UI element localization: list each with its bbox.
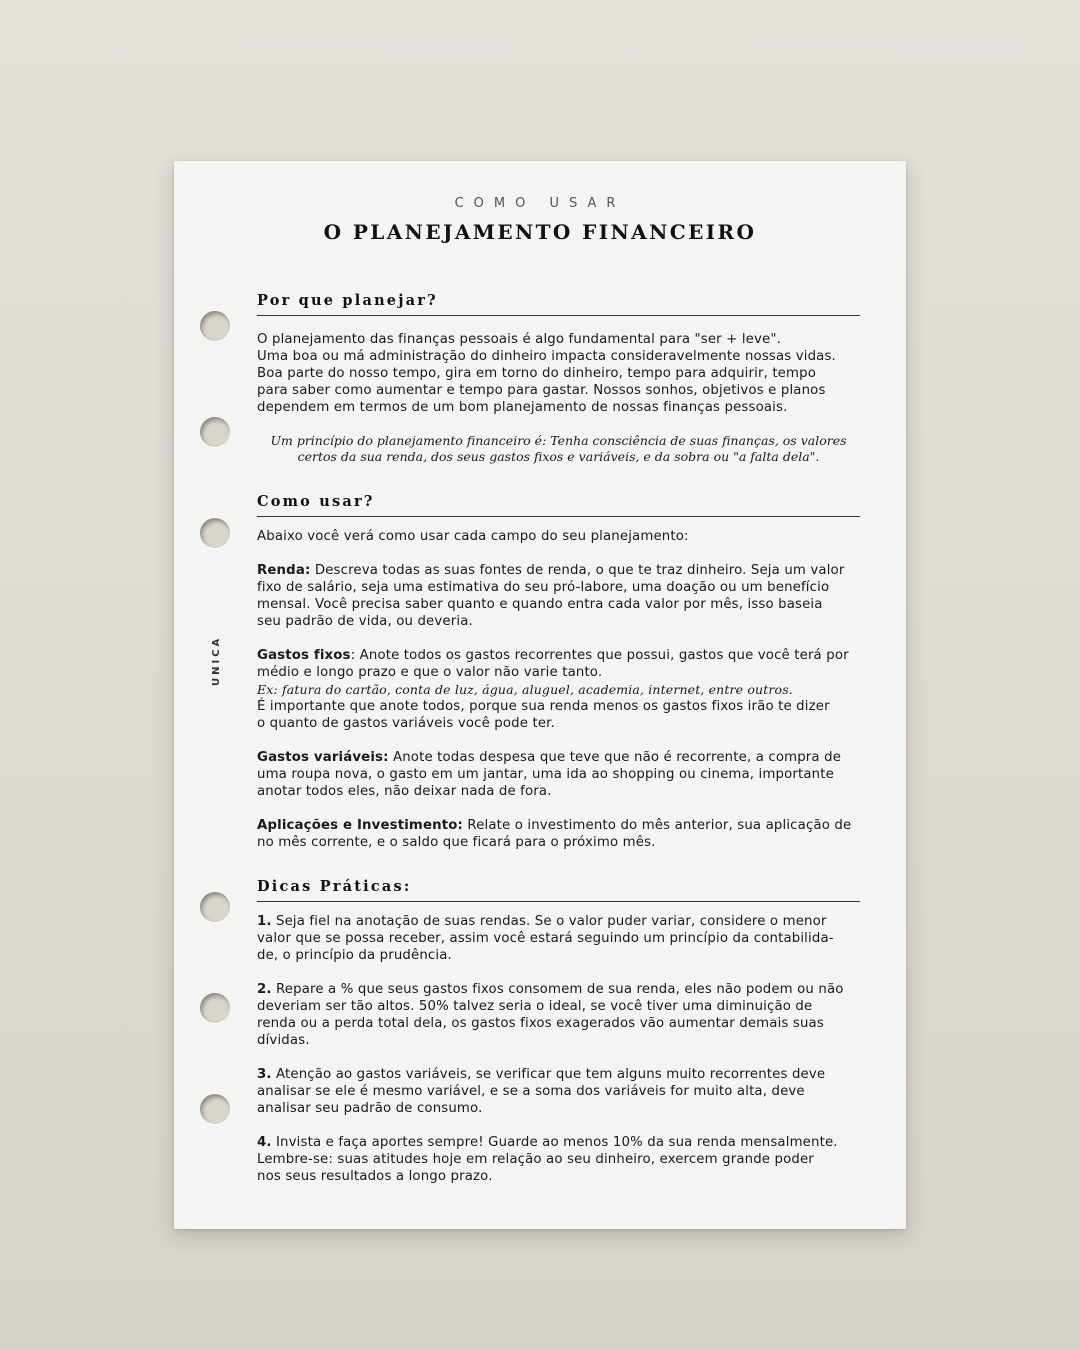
binder-hole [200,518,230,548]
section-heading: Por que planejar? [257,292,860,316]
tip-number: 4. [257,1135,272,1150]
aplicacoes-paragraph: Aplicações e Investimento: Relate o investimento do mês anterior, sua aplicação de [257,818,852,833]
paragraph-line: no mês corrente, e o saldo que ficará para o próximo mês. [257,835,656,850]
example-line: Ex: fatura do cartão, conta de luz, água, aluguel, academia, internet, entre outros. [257,682,793,697]
paragraph-line: valor que se possa receber, assim você estará seguindo um princípio da contabilida- [257,931,834,946]
paragraph-line: para saber como aumentar e tempo para gastar. Nossos sonhos, objetivos e planos [257,383,826,398]
tip-number: 2. [257,982,272,997]
section-why [257,292,860,465]
page-title: O PLANEJAMENTO FINANCEIRO [323,220,757,244]
term-label: Renda: [257,563,311,578]
paragraph-line: anotar todos eles, não deixar nada de fora. [257,784,552,799]
section-tips [257,878,860,1185]
term-label: Gastos variáveis: [257,750,389,765]
paragraph-line: analisar se ele é mesmo variável, e se a soma dos variáveis for muito alta, deve [257,1084,805,1099]
paragraph-line: É importante que anote todos, porque sua renda menos os gastos fixos irão te dizer [257,699,830,714]
tip-item: 1. Seja fiel na anotação de suas rendas. Se o valor puder variar, considere o menor [257,914,827,929]
paragraph-line: uma roupa nova, o gasto em um jantar, uma ida ao shopping ou cinema, importante [257,767,834,782]
paragraph-line: de, o princípio da prudência. [257,948,452,963]
paragraph-line: O planejamento das finanças pessoais é algo fundamental para "ser + leve". [257,332,782,347]
binder-hole [200,417,230,447]
paragraph-line: analisar seu padrão de consumo. [257,1101,483,1116]
variaveis-paragraph: Gastos variáveis: Anote todas despesa que teve que não é recorrente, a compra de [257,750,842,765]
section-heading: Dicas Práticas: [257,878,860,902]
paragraph-line: médio e longo prazo e que o valor não varie tanto. [257,665,603,680]
paragraph-line: fixo de salário, seja uma estimativa do seu pró-labore, uma doação ou um benefício [257,580,830,595]
quote-line: Um princípio do planejamento financeiro é: Tenha consciência de suas finanças, os valores [270,433,847,448]
section-how [257,493,860,851]
binder-hole [200,311,230,341]
paragraph-line: Lembre-se: suas atitudes hoje em relação ao seu dinheiro, exercem grande poder [257,1152,814,1167]
paragraph-line: Uma boa ou má administração do dinheiro impacta consideravelmente nossas vidas. [257,349,836,364]
renda-paragraph: Renda: Descreva todas as suas fontes de renda, o que te traz dinheiro. Seja um valor [257,563,845,578]
paragraph-line: dívidas. [257,1033,310,1048]
brand-mark: UNICA [211,635,222,686]
binder-hole [200,892,230,922]
term-label: Aplicações e Investimento: [257,818,463,833]
intro-text: Abaixo você verá como usar cada campo do seu planejamento: [257,529,689,544]
section-heading: Como usar? [257,493,860,517]
fixos-paragraph: Gastos fixos: Anote todos os gastos recorrentes que possui, gastos que você terá por [257,648,849,663]
binder-hole [200,993,230,1023]
tip-item: 2. Repare a % que seus gastos fixos consomem de sua renda, eles não podem ou não [257,982,844,997]
paragraph-line: Boa parte do nosso tempo, gira em torno do dinheiro, tempo para adquirir, tempo [257,366,816,381]
term-label: Gastos fixos [257,648,351,663]
paragraph-line: dependem em termos de um bom planejamento de nossas finanças pessoais. [257,400,788,415]
binder-hole [200,1094,230,1124]
paragraph-line: seu padrão de vida, ou deveria. [257,614,473,629]
page-kicker: COMO USAR [454,196,626,211]
paragraph-line: o quanto de gastos variáveis você pode ter. [257,716,555,731]
planner-sheet [174,161,906,1229]
tip-number: 3. [257,1067,272,1082]
tip-number: 1. [257,914,272,929]
tip-item: 4. Invista e faça aportes sempre! Guarde ao menos 10% da sua renda mensalmente. [257,1135,838,1150]
paragraph-line: nos seus resultados a longo prazo. [257,1169,493,1184]
paragraph-line: renda ou a perda total dela, os gastos fixos exagerados vão aumentar demais suas [257,1016,824,1031]
paragraph-line: mensal. Você precisa saber quanto e quando entra cada valor por mês, isso baseia [257,597,823,612]
quote-line: certos da sua renda, dos seus gastos fixos e variáveis, e da sobra ou "a falta dela". [297,449,820,464]
tip-item: 3. Atenção ao gastos variáveis, se verificar que tem alguns muito recorrentes deve [257,1067,826,1082]
paragraph-line: deveriam ser tão altos. 50% talvez seria o ideal, se você tiver uma diminuição de [257,999,813,1014]
